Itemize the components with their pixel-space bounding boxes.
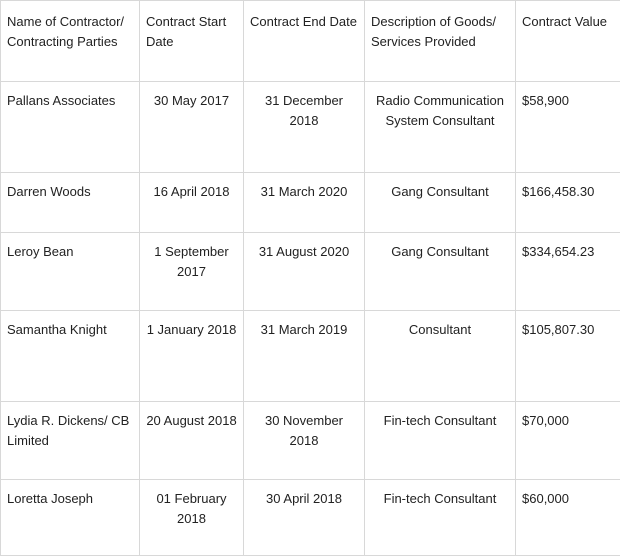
cell-end-date: 31 March 2019	[244, 311, 365, 402]
cell-contract-value: $58,900	[516, 82, 620, 173]
table-row	[1, 311, 620, 402]
cell-description: Fin-tech Consultant	[365, 402, 516, 480]
cell-description: Gang Consultant	[365, 233, 516, 311]
cell-contract-value: $105,807.30	[516, 311, 620, 402]
cell-start-date: 1 January 2018	[140, 311, 244, 402]
cell-contract-value: $334,654.23	[516, 233, 620, 311]
cell-contractor: Lydia R. Dickens/ CB Limited	[1, 402, 140, 480]
table-row	[1, 173, 620, 233]
cell-contract-value: $60,000	[516, 480, 620, 556]
cell-start-date: 01 February 2018	[140, 480, 244, 556]
cell-end-date: 30 April 2018	[244, 480, 365, 556]
header-contractor: Name of Contractor/ Contracting Parties	[1, 1, 140, 82]
cell-description: Consultant	[365, 311, 516, 402]
table-header	[1, 1, 620, 82]
cell-description: Radio Communication System Consultant	[365, 82, 516, 173]
cell-contractor: Samantha Knight	[1, 311, 140, 402]
cell-description: Gang Consultant	[365, 173, 516, 233]
cell-start-date: 30 May 2017	[140, 82, 244, 173]
cell-end-date: 31 December 2018	[244, 82, 365, 173]
cell-contract-value: $70,000	[516, 402, 620, 480]
table-row	[1, 82, 620, 173]
cell-contractor: Loretta Joseph	[1, 480, 140, 556]
cell-start-date: 1 September 2017	[140, 233, 244, 311]
cell-start-date: 20 August 2018	[140, 402, 244, 480]
cell-end-date: 31 August 2020	[244, 233, 365, 311]
header-end-date: Contract End Date	[244, 1, 365, 82]
cell-start-date: 16 April 2018	[140, 173, 244, 233]
cell-contractor: Pallans Associates	[1, 82, 140, 173]
header-description: Description of Goods/ Services Provided	[365, 1, 516, 82]
cell-contractor: Darren Woods	[1, 173, 140, 233]
header-start-date: Contract Start Date	[140, 1, 244, 82]
header-contract-value: Contract Value	[516, 1, 620, 82]
table-body	[1, 82, 620, 556]
cell-end-date: 31 March 2020	[244, 173, 365, 233]
cell-contract-value: $166,458.30	[516, 173, 620, 233]
table-row	[1, 402, 620, 480]
header-row	[1, 1, 620, 82]
table-row	[1, 480, 620, 556]
table-row	[1, 233, 620, 311]
cell-end-date: 30 November 2018	[244, 402, 365, 480]
cell-description: Fin-tech Consultant	[365, 480, 516, 556]
cell-contractor: Leroy Bean	[1, 233, 140, 311]
